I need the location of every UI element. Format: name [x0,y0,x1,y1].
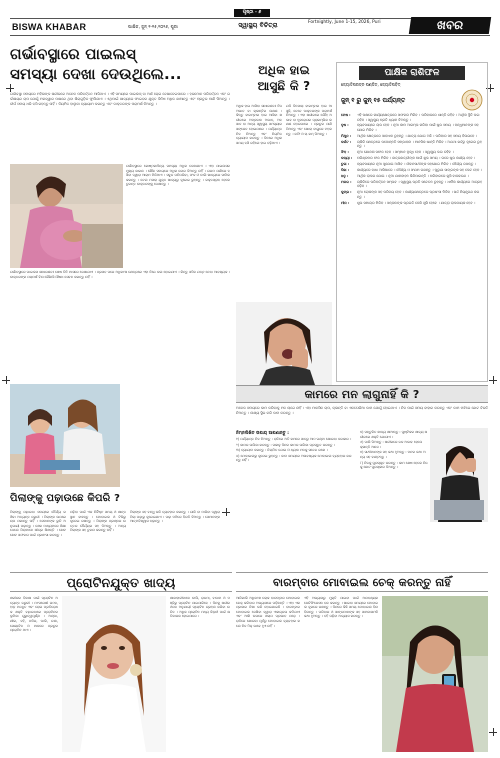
horoscope-sign-name: ଧନୁ : [341,173,349,178]
work-tips-left [236,437,356,523]
piles-headline-line1: ଗର୍ଭାବସ୍ଥାରେ ପାଇଲସ୍ [10,45,137,63]
children-study-column3: ପିଲାଙ୍କ ସହ ବନ୍ଧୁ ଭଳି ବ୍ୟବହାର କରନ୍ତୁ । ଗାଳି ବା ମାରିବା ଦ୍ୱାରା ପିଲା ପଢ଼ାରୁ ଦୂରେଇଯାଏ । ପଢ଼ା ମଝିରେ ବିରତି ଦିଅନ୍ତୁ । ସେମାନଙ୍କ ଆତ୍ମବିଶ୍ୱାସ ବଢ଼ାନ୍ତୁ । [130,510,220,524]
horoscope-sign-name: ମେଷ : [341,113,351,117]
work-tip-item: ୮) ନିଜକୁ ପୁରସ୍କୃତ କରନ୍ତୁ : କାମ ଶେଷ ହେଲେ ନିଜକୁ ଛୋଟ ପୁରସ୍କାର ଦିଅନ୍ତୁ । [360,460,428,470]
work-headline-bar [236,385,488,403]
work-headline: କାମରେ ମନ ଲାଗୁନାହିଁ କି ? [304,388,420,401]
horoscope-sign-list [337,113,487,205]
horoscope-sign-text: କାର୍ଯ୍ୟରେ ବାଧା ଆସିପାରେ । ଧୈର୍ଯ୍ୟ ଓ ସଂଯମ ରଖନ୍ତୁ । ପୁରୁଣା ସାଙ୍ଗଙ୍କ ସହ ଭେଟ ହେବ । [357,168,483,173]
yawn-headline-line2: ଆସୁଛି କି ? [257,79,311,93]
registration-mark-right [489,376,497,384]
protein-headline-bar [10,572,232,592]
horoscope-sign-text: ନୂଆ ଯୋଜନା ସଫଳ ହେବ । ସମ୍ମାନ ବୃଦ୍ଧି ହେବ । ସ୍ୱାସ୍ଥ୍ୟ ଭଲ ରହିବ । [357,150,454,155]
registration-mark-left [2,376,10,384]
mobile-headline: ବାରମ୍ବାର ମୋବାଇଲ ଚେକ୍ କରନ୍ତୁ ନାହିଁ [272,576,452,589]
registration-mark-mid [222,508,230,516]
horoscope-sign-row [341,190,483,199]
horoscope-author: ଜ୍ୟୋତିଷରତ୍ନ ପଣ୍ଡିତ, ଜ୍ୟୋତିଷବିଦ୍ [341,82,401,87]
protein-headline: ପ୍ରୋଟିନଯୁକ୍ତ ଖାଦ୍ୟ [66,575,176,590]
woman-eating-illustration [62,596,166,752]
children-study-headline: ପିଲାଙ୍କୁ ପଢ଼ାଉଛେ କିପରି ? [10,493,121,504]
horoscope-sign-row [341,156,483,161]
horoscope-sign-text: ଚାକିରିରେ ପରିବର୍ତ୍ତନ ସମ୍ଭବ । ସ୍ୱାସ୍ଥ୍ୟ ପ୍ରତି ସଚେତନ ରୁହନ୍ତୁ । ଧାର୍ମିକ କାର୍ଯ୍ୟରେ ଆଗ୍ରହ ବଢ଼ିବ । [357,179,483,189]
mother-child-study-photo [10,384,120,487]
work-intro: ଅନେକ ସମୟରେ କାମ କରିବାକୁ ମନ ଲାଗେ ନାହିଁ । ଏହା ମାନସିକ ଚାପ, କ୍ଳାନ୍ତି ବା ଏକଘେରିଆ କାମ ଯୋଗୁଁ ହୋଇଥାଏ । ନିଜ ପାଇଁ ସମୟ ବାହାର କରନ୍ତୁ ଏବଂ କାମ ମଝିରେ ଛୋଟ ବିରତି ନିଅନ୍ତୁ । ଲକ୍ଷ୍ୟ ସ୍ଥିର କରି କାମ କରନ୍ତୁ । [236,406,488,415]
work-tip-item: ୧) ପର୍ଯ୍ୟାପ୍ତ ନିଦ ନିଅନ୍ତୁ : ରାତିରେ ଅତି କମରେ ସାତରୁ ଆଠ ଘଣ୍ଟା ଶୋଇବା ଦରକାର । [236,437,352,441]
mobile-column1: ଆଜିକାଲି ଅଧିକାଂଶ ଲୋକ ବାରମ୍ବାର ମୋବାଇଲ ଚେକ୍ କରିବାର ଅଭ୍ୟାସରେ ପଡ଼ିଛନ୍ତି । ଏହା ଏକ ପ୍ରକାର ନିଶା ଭଳି ହୋଇଯାଇଛି । ବାରମ୍ବାର ମୋବାଇଲ ଦେଖିବା ଦ୍ୱାରା ଏକାଗ୍ରତା କମିଯାଏ ଏବଂ ଆଖି ଉପରେ ଖରାପ ପ୍ରଭାବ ପଡ଼େ । ରାତିରେ ଶୋଇବା ପୂର୍ବରୁ ମୋବାଇଲ ବ୍ୟବହାର କଲେ ନିଦ ଠିକ୍ ଭାବେ ହୁଏ ନାହିଁ । [236,596,300,628]
horoscope-sign-name: ମକର : [341,179,352,184]
mobile-column2: ଏହି ଅଭ୍ୟାସରୁ ମୁକ୍ତି ପାଇବା ପାଇଁ ଅନାବଶ୍ୟକ ନୋଟିଫିକେସନ ବନ୍ଦ କରନ୍ତୁ । ଖାଇବା ସମୟରେ ମୋବାଇଲ ଦୂରରେ ରଖନ୍ତୁ । ଦିନରେ କିଛି ସମୟ ମୋବାଇଲ ବିନା ବିତାନ୍ତୁ । ପରିବାର ଓ ସାଙ୍ଗମାନଙ୍କ ସହ ସାମନାସାମନି କଥା ହୁଅନ୍ତୁ । ବହି ପଢ଼ିବା ଅଭ୍ୟାସ କରନ୍ତୁ । [304,596,378,619]
horoscope-period: ଜୁନ୍ ୧ ରୁ ଜୁନ୍ ୧୫ ପର୍ଯ୍ୟନ୍ତ [341,96,406,104]
newspaper-logo: ଖବର [409,17,491,34]
woman-with-phone-photo [382,596,488,752]
horoscope-sign-row [341,123,483,132]
woman-with-phone-illustration [382,596,488,752]
horoscope-sign-text: ଆର୍ଥିକ କ୍ଷେତ୍ରରେ ସାବଧାନ ରୁହନ୍ତୁ । ଯାତ୍ରା ଯୋଗ ଅଛି । ପରିବାର ସହ ସମୟ ବିତାଇବେ । [357,133,477,138]
horoscope-sign-row [341,162,483,167]
work-tip-item: ୬) ପାଣି ପିଅନ୍ତୁ : ଶରୀରରେ ଜଳ ଅଭାବ ହେଲେ କ୍ଳାନ୍ତି ଆସେ । [360,440,423,449]
horoscope-sign-row [341,168,483,173]
yawn-headline-box [236,62,332,102]
horoscope-sign-row [341,134,483,139]
stressed-woman-illustration [430,428,488,522]
work-tip-item: ୫) ସନ୍ତୁଳିତ ଖାଦ୍ୟ ଖାଆନ୍ତୁ : ପୁଷ୍ଟିକର ଖାଦ୍ୟ ଶରୀରରେ ଶକ୍ତି ଯୋଗାଏ । [360,430,428,439]
horoscope-sign-text: ଶୁଭ ସମାଚାର ମିଳିବ । ସନ୍ତାନଙ୍କ ପ୍ରଗତି ଦେଖି ଖୁସି ହେବେ । ଯାତ୍ରା ଲାଭଦାୟକ ହେବ । [357,200,476,205]
horoscope-sign-name: କର୍କଟ : [341,139,352,144]
brand-name: BISWA KHABAR [12,22,87,32]
horoscope-sign-name: ତୁଳା : [341,162,350,167]
horoscope-sign-text: ବ୍ୟବସାୟରେ ନୂଆ ସୁଯୋଗ ଆସିବ । ଜୀବନସାଥୀଙ୍କ ସହଯୋଗ ମିଳିବ । ଧୈର୍ଯ୍ୟ ରଖନ୍ତୁ । [357,162,477,167]
horoscope-sign-text: ଚାକିରି କ୍ଷେତ୍ରରେ ପଦୋନ୍ନତି ସମ୍ଭାବନା । ମାନସିକ ଶାନ୍ତି ମିଳିବ । ଅଯଥା ଖର୍ଚ୍ଚରୁ ଦୂରେଇ ରୁହନ୍ତୁ । [357,139,482,149]
horoscope-sign-text: ନୂଆ ଲୋକଙ୍କ ସହ ପରିଚୟ ହେବ । କାର୍ଯ୍ୟକ୍ଷେତ୍ରରେ ପ୍ରଶଂସା ମିଳିବ । ଖର୍ଚ୍ଚ ନିୟନ୍ତ୍ରଣ କରନ୍ତୁ । [357,190,480,199]
page-label: ପୃଷ୍ଠା - ୬ [234,9,270,17]
children-study-column2: ପଢ଼ିବା ପାଇଁ ଏକ ନିର୍ଦ୍ଦିଷ୍ଟ ସମୟ ଓ ଶାନ୍ତ ସ୍ଥାନ ବାଛନ୍ତୁ । ମୋବାଇଲ ଓ ଟିଭିରୁ ଦୂରେଇ ରଖନ୍ତୁ । ପିଲାଙ୍କ ପ୍ରଶ୍ନର ଉତ୍ତର ଧୈର୍ଯ୍ୟର ସହ ଦିଅନ୍ତୁ । ଅନ୍ୟ ପିଲାଙ୍କ ସହ ତୁଳନା କରନ୍ତୁ ନାହିଁ । [70,510,126,533]
yawning-woman-illustration [236,302,332,388]
piles-intro: ଗର୍ଭାବସ୍ଥା ସମୟରେ ମହିଳାଙ୍କ ଶରୀରରେ ଅନେକ ପରିବର୍ତ୍ତନ ଆସିଥାଏ । ଏହି ସମୟରେ ପାଇଲସ୍ ବା ଅର୍ଶ ରୋଗ ଦେଖାଦେଇପାରେ । ହରମୋନ ପରିବର୍ତ୍ତନ ଏବଂ ଗର୍ଭାଶୟର ଚାପ ଯୋଗୁଁ ମଳଦ୍ୱାର ପାଖରେ ଥିବା ଶିରାଗୁଡ଼ିକ ଫୁଲିଯାଏ । ଏଥିପାଇଁ ଖାଦ୍ୟରେ ଫାଇବର ଯୁକ୍ତ ଜିନିଷ ଅଧିକ ଖାଆନ୍ତୁ ଏବଂ ପ୍ରଚୁର ପାଣି ପିଅନ୍ତୁ । ଦୀର୍ଘ ସମୟ ଧରି ବସି ରହନ୍ତୁ ନାହିଁ । ନିୟମିତ ହାଲୁକା ବ୍ୟାୟାମ କରନ୍ତୁ ଏବଂ ଡାକ୍ତରଙ୍କ ପରାମର୍ଶ ନିଅନ୍ତୁ । [10,92,230,106]
horoscope-sign-name: ବୃଷ : [341,123,349,128]
registration-mark-right-bottom [489,728,497,736]
horoscope-sign-name: ମିଥୁନ : [341,133,352,138]
horoscope-sign-row [341,150,483,155]
piles-column-bottom: ଗର୍ଭାବସ୍ଥାରେ ପାଇଲସ ସାଧାରଣତଃ ଶେଷ ତିନି ମାସରେ ଦେଖାଯାଏ । ପ୍ରସବ ପରେ ଅଧିକାଂଶ କ୍ଷେତ୍ରରେ ଏହା ନିଜେ ଭଲ ହୋଇଯାଏ । କିନ୍ତୁ ସଠିକ ଯତ୍ନ ନେବା ଆବଶ୍ୟକ । ଡାକ୍ତରଙ୍କ ପରାମର୍ଶ ବିନା କୌଣସି ଔଷଧ ସେବନ କରନ୍ତୁ ନାହିଁ । [10,270,230,279]
woman-eating-photo [62,596,166,752]
stressed-woman-laptop-photo [430,428,488,522]
yawn-text-right: ଯଦି ଦିନସାରା ବାରମ୍ବାର ହାଇ ଆସୁଛି, ତେବେ ଡାକ୍ତରଙ୍କ ପରାମର୍ଶ ନିଅନ୍ତୁ । ଏହା ଶରୀରରେ ଲୌହ ଅଭାବ ବା ହୃଦରୋଗର ପ୍ରାରମ୍ଭିକ ଲକ୍ଷଣ ହୋଇପାରେ । ପ୍ରଚୁର ପାଣି ପିଅନ୍ତୁ ଏବଂ ଖୋଲା ବାୟୁରେ ଟହଲନ୍ତୁ । କଫି ଓ ଚା କମ୍ ପିଅନ୍ତୁ । [286,104,332,136]
masthead-rule-bottom [10,35,490,36]
yawn-text-left: ଅଧିକ ହାଇ ଆସିବା ସାଧାରଣତଃ ନିଦ ଅଭାବ ବା କ୍ଳାନ୍ତିର ଲକ୍ଷଣ । କିନ୍ତୁ ବାରମ୍ବାର ହାଇ ଆସିବା ଶରୀରରେ ଅମ୍ଳଜାନ ଅଭାବ, ଅବସାଦ ବା ଅନ୍ୟ ସ୍ୱାସ୍ଥ୍ୟ ସମସ୍ୟାର ସଙ୍କେତ ହୋଇପାରେ । ପର୍ଯ୍ୟାପ୍ତ ନିଦ ନିଅନ୍ତୁ ଏବଂ ନିୟମିତ ବ୍ୟାୟାମ କରନ୍ତୁ । ଦିନରେ ଅଧିକ ସମୟ ବସି ରହିଲେ ହାଇ ବଢ଼ିଥାଏ । [236,104,282,145]
yawn-headline-line1: ଅଧିକ ହାଇ [258,63,310,77]
horoscope-sign-row [341,180,483,189]
work-subheading: ନିମ୍ନଲିଖିତ ଉପାୟ ଆପଣାନ୍ତୁ : [236,430,289,435]
horoscope-sign-text: ବ୍ୟବସାୟରେ ଲାଭ ହେବ । ନୂଆ କାମ ଆରମ୍ଭ କରିବା ପାଇଁ ଶୁଭ ସମୟ । ବନ୍ଧୁମାନଙ୍କ ସହଯୋଗ ମିଳିବ । [357,123,479,133]
yawning-woman-photo [236,302,332,388]
horoscope-sign-name: ବିଛା : [341,168,350,173]
protein-column2: ଶାକାହାରୀମାନେ ଡାଲି, ରାଜମା, ବାଦାମ ଓ ମଞ୍ଜିରୁ ପ୍ରୋଟିନ ପାଇପାରିବେ । ଦିନକୁ ଶରୀର ଓଜନ ଅନୁଯାୟୀ ପ୍ରୋଟିନ ଗ୍ରହଣ କରିବା ଉଚିତ । ଅଧିକ ପ୍ରୋଟିନ ମଧ୍ୟ କିଡ଼ନୀ ପାଇଁ କ୍ଷତିକାରକ ହୋଇପାରେ । [170,596,230,619]
protein-column1: ଶରୀରର ବିକାଶ ପାଇଁ ପ୍ରୋଟିନ ଅତ୍ୟନ୍ତ ଜରୁରୀ । ମାଂସପେଶୀ ଗଠନ, ହାଡ଼ ମଜବୁତ ଏବଂ ରୋଗ ପ୍ରତିରୋଧକ ଶକ୍ତି ବଢ଼ାଇବାରେ ପ୍ରୋଟିନର ଭୂମିକା ଗୁରୁତ୍ୱପୂର୍ଣ୍ଣ । ଅଣ୍ଡା, କ୍ଷୀର, ଦହି, ପନିର, ଡାଲି, ଚଣା, ସୋୟାବିନ ଓ ମାଛରେ ପ୍ରଚୁର ପ୍ରୋଟିନ ଥାଏ । [10,596,58,633]
piles-headline-box [10,44,230,88]
issue-date-english: Fortnightly, June 1-15, 2026, Puri [308,20,381,25]
issue-date-odia: ପାକ୍ଷିକ, ଜୁନ୍ ୧-୧୫,୨୦୨୬, ପୁରୀ [128,24,178,29]
piles-column-right: ଗର୍ଭାବସ୍ଥାରେ କୋଷ୍ଠକାଠିନ୍ୟ ସମସ୍ୟା ଅଧିକ ଦେଖାଯାଏ । ଏହା ପାଇଲସର ମୁଖ୍ୟ କାରଣ । ଶୌଚ ସମୟରେ ଅଧିକ ଜୋର ଦିଅନ୍ତୁ ନାହିଁ । ଗରମ ପାଣିରେ ବସିବା ଦ୍ୱାରା ଆରାମ ମିଳିଥାଏ । ସବୁଜ ପନିପରିବା, ଫଳ ଓ ଡାଲି ଖାଦ୍ୟରେ ସାମିଲ କରନ୍ତୁ । ତେଲ ମସଲା ଯୁକ୍ତ ଖାଦ୍ୟରୁ ଦୂରେଇ ରୁହନ୍ତୁ । ରକ୍ତସ୍ରାବ ହେଲେ ତୁରନ୍ତ ଡାକ୍ତରଙ୍କୁ ଦେଖାନ୍ତୁ । [126,164,230,187]
horoscope-sign-text: ଆର୍ଥିକ ଲାଭର ଯୋଗ । ନୂଆ ଯାନବାହନ କିଣିପାରନ୍ତି । ପରିବାରରେ ଖୁସି ବାତାବରଣ । [357,173,469,178]
horoscope-sign-row [341,174,483,179]
piles-headline-line2: ସମସ୍ୟା ଦେଖା ଦେଉଥିଲେ... [10,65,182,83]
horoscope-sign-row [341,140,483,149]
work-tip-item: ୪) ମୋବାଇଲରୁ ଦୂରେଇ ରୁହନ୍ତୁ : କାମ ସମୟରେ ଅନାବଶ୍ୟକ ମୋବାଇଲ ବ୍ୟବହାର କରନ୍ତୁ ନାହିଁ । [236,453,352,463]
mother-child-illustration [10,384,120,487]
horoscope-sign-name: କୁମ୍ଭ : [341,190,352,195]
work-tip-item: ୨) କାମର ତାଲିକା କରନ୍ତୁ : ସକାଳୁ ଦିନର କାମର ତାଲିକା ପ୍ରସ୍ତୁତ କରନ୍ତୁ । [236,442,336,447]
horoscope-sign-row [341,201,483,206]
pregnant-woman-illustration [10,164,123,268]
children-study-column1: ପିଲାଙ୍କୁ ପଢ଼ାଇବା ସମୟରେ ଧୈର୍ଯ୍ୟ ରଖିବା ଅତ୍ୟନ୍ତ ଜରୁରୀ । ପିଲାଙ୍କ ଉପରେ ଚାପ ପକାନ୍ତୁ ନାହିଁ । ସେମାନଙ୍କ ରୁଚି ଅନୁଯାୟୀ ପଢ଼ାନ୍ତୁ । ଖେଳ ମାଧ୍ୟମରେ ଶିକ୍ଷା ଦେଲେ ପିଲାମାନେ ଶୀଘ୍ର ଶିଖନ୍ତି । ଛୋଟ ଛୋଟ ସଫଳତା ପାଇଁ ପ୍ରଶଂସା କରନ୍ତୁ । [10,510,66,537]
masthead [10,9,490,43]
work-tips-right [360,430,428,525]
work-tip-item: ୭) ସାଥୀମାନଙ୍କ ସହ କଥା ହୁଅନ୍ତୁ : ମନର କଥା ଅନ୍ୟ ସହ ବାଣ୍ଟନ୍ତୁ । [360,450,426,459]
horoscope-sign-text: ପରିଶ୍ରମର ଫଳ ମିଳିବ । ଛାତ୍ରଛାତ୍ରୀଙ୍କ ପାଇଁ ଶୁଭ ସମୟ । ଘରେ ଶୁଭ କାର୍ଯ୍ୟ ହେବ । [357,156,476,161]
horoscope-sign-text: ଏହି ପକ୍ଷରେ କାର୍ଯ୍ୟକ୍ଷେତ୍ରରେ ସଫଳତା ମିଳିବ । ପରିବାରରେ ଶାନ୍ତି ରହିବ । ଆର୍ଥିକ ସ୍ଥିତି ଭଲ ରହିବ । ସ୍ୱାସ୍ଥ୍ୟ ପ୍ରତି ଧ୍ୟାନ ଦିଅନ୍ତୁ । [357,113,480,122]
horoscope-sign-name: କନ୍ୟା : [341,156,353,161]
section-title: ସ୍ୱାସ୍ଥ୍ୟ ବିଚିତ୍ରା [238,22,278,29]
work-tip-item: ୩) ବ୍ୟାୟାମ କରନ୍ତୁ : ନିୟମିତ ଯୋଗ ଓ ଧ୍ୟାନ ମନକୁ ସତେଜ ରଖେ । [236,448,328,453]
zodiac-wheel-icon [461,89,483,111]
pregnant-woman-photo [10,164,123,268]
mobile-headline-bar [236,572,488,592]
horoscope-sign-row [341,113,483,122]
horoscope-panel [336,62,488,382]
horoscope-sign-name: ସିଂହ : [341,150,349,155]
horoscope-title: ପାକ୍ଷିକ ରାଶିଫଳ [359,66,465,80]
horoscope-sign-name: ମୀନ : [341,200,350,205]
